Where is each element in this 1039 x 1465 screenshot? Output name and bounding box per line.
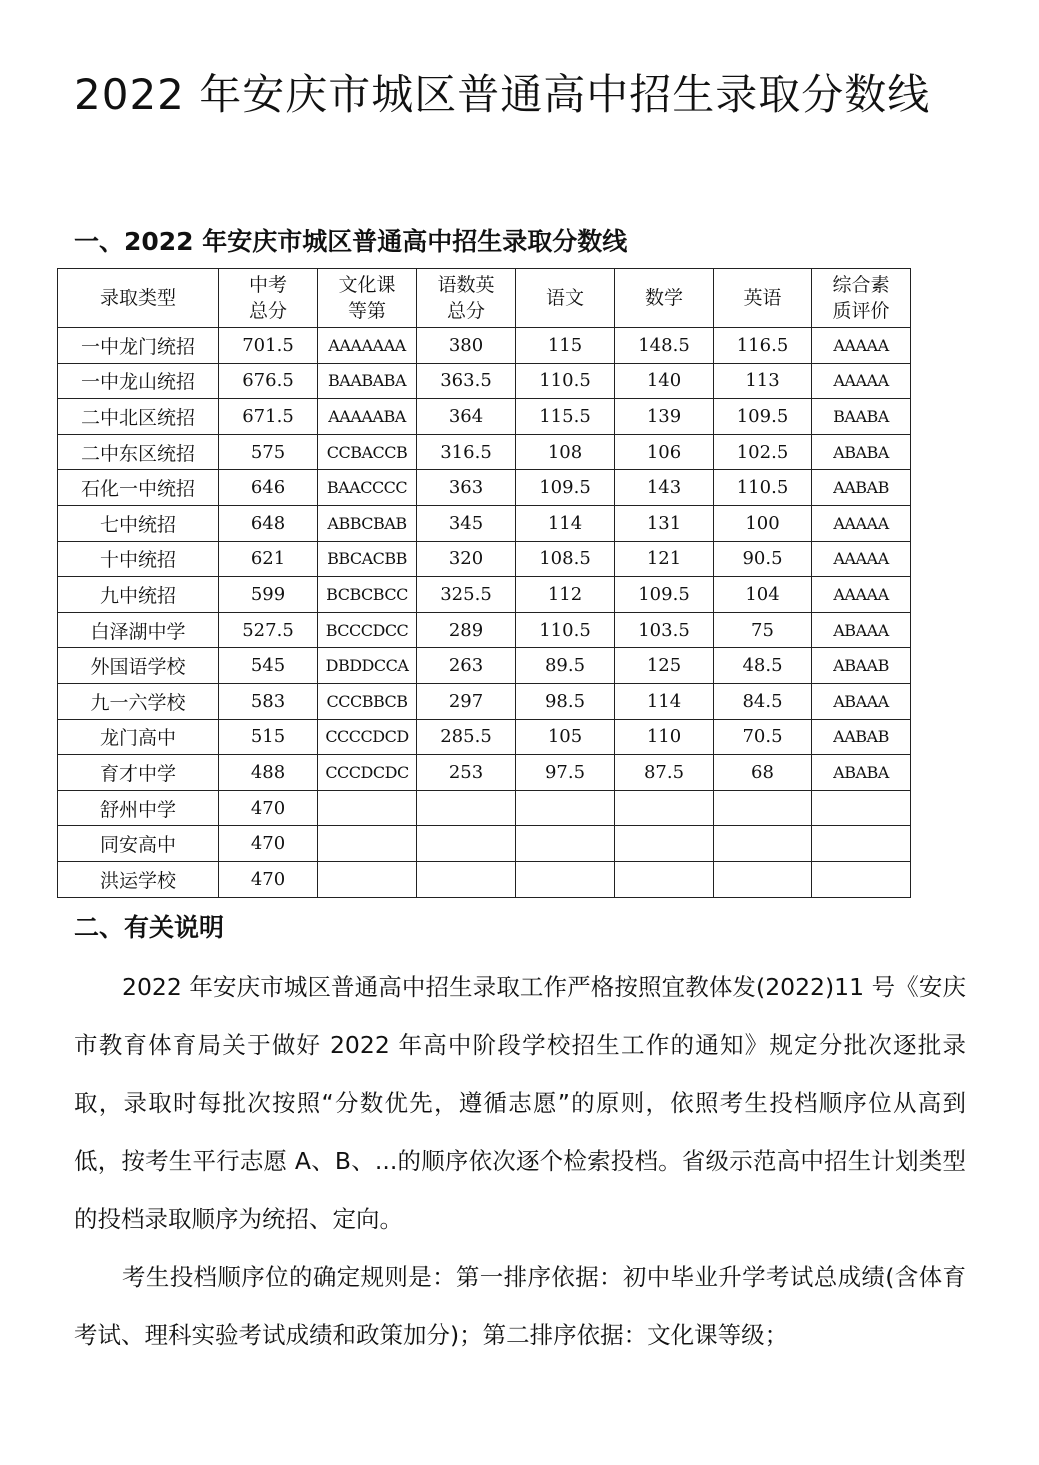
culture-grade-cell: BCCCDCC [318, 612, 417, 648]
column-header-line: 录取类型 [99, 287, 176, 309]
comprehensive-evaluation-cell: ABAAB [812, 648, 911, 684]
culture-grade-cell: BCBCBCC [318, 577, 417, 613]
math-score-cell: 131 [615, 505, 714, 541]
culture-grade-cell: CCCCDCD [318, 719, 417, 755]
total-score-cell: 646 [219, 470, 318, 506]
admission-type-cell: 二中东区统招 [58, 434, 219, 470]
comprehensive-evaluation-cell [812, 826, 911, 862]
total-score-cell: 583 [219, 683, 318, 719]
column-header [318, 269, 417, 328]
total-score-cell: 515 [219, 719, 318, 755]
chinese-score-cell: 110.5 [516, 612, 615, 648]
chinese-score-cell: 109.5 [516, 470, 615, 506]
comprehensive-evaluation-cell: AABAB [812, 470, 911, 506]
total-score-cell: 599 [219, 577, 318, 613]
comprehensive-evaluation-cell: AAAAA [812, 328, 911, 364]
admission-type-cell: 二中北区统招 [58, 399, 219, 435]
column-header-line: 文化课 [338, 274, 396, 296]
table-row [58, 790, 911, 826]
english-score-cell: 68 [714, 755, 812, 791]
column-header [516, 269, 615, 328]
english-score-cell [714, 861, 812, 897]
math-score-cell: 114 [615, 683, 714, 719]
culture-grade-cell: CCCBBCB [318, 683, 417, 719]
math-score-cell: 125 [615, 648, 714, 684]
math-score-cell: 109.5 [615, 577, 714, 613]
core-subjects-total-cell: 363.5 [417, 363, 516, 399]
math-score-cell: 87.5 [615, 755, 714, 791]
math-score-cell [615, 861, 714, 897]
english-score-cell [714, 826, 812, 862]
table-row [58, 505, 911, 541]
english-score-cell: 116.5 [714, 328, 812, 364]
column-header-line: 中考 [248, 274, 287, 296]
total-score-cell: 470 [219, 826, 318, 862]
table-row [58, 328, 911, 364]
column-header-line: 等第 [347, 300, 386, 322]
chinese-score-cell: 112 [516, 577, 615, 613]
admission-type-cell: 舒州中学 [58, 790, 219, 826]
table-row [58, 470, 911, 506]
admission-score-table [57, 268, 911, 898]
notes-paragraph: 2022 年安庆市城区普通高中招生录取工作严格按照宜教体发(2022)11 号《安庆市教育体育局关于做好 2022 年高中阶段学校招生工作的通知》规定分批次逐批录取，录取时每批次按照“分数优先，遵循志愿”的原则，依照考生投档顺序位从高到低，按考生平行志愿 A、B、...的顺序依次逐个检索投档。省级示范高中招生计划类型的投档录取顺序为统招、定向。 [74, 973, 966, 1233]
column-header-line: 数学 [644, 287, 683, 309]
comprehensive-evaluation-cell: ABABA [812, 755, 911, 791]
chinese-score-cell [516, 790, 615, 826]
math-score-cell: 121 [615, 541, 714, 577]
admission-type-cell: 九中统招 [58, 577, 219, 613]
comprehensive-evaluation-cell: ABAAA [812, 612, 911, 648]
total-score-cell: 470 [219, 790, 318, 826]
comprehensive-evaluation-cell: AAAAA [812, 505, 911, 541]
core-subjects-total-cell: 316.5 [417, 434, 516, 470]
comprehensive-evaluation-cell [812, 790, 911, 826]
column-header-line: 英语 [743, 287, 782, 309]
core-subjects-total-cell: 253 [417, 755, 516, 791]
english-score-cell: 48.5 [714, 648, 812, 684]
table-row [58, 648, 911, 684]
comprehensive-evaluation-cell: ABABA [812, 434, 911, 470]
chinese-score-cell: 105 [516, 719, 615, 755]
culture-grade-cell: CCCDCDC [318, 755, 417, 791]
section-heading-scores: 一、2022 年安庆市城区普通高中招生录取分数线 [74, 227, 628, 256]
admission-type-cell: 龙门高中 [58, 719, 219, 755]
total-score-cell: 648 [219, 505, 318, 541]
english-score-cell: 100 [714, 505, 812, 541]
chinese-score-cell [516, 861, 615, 897]
math-score-cell: 140 [615, 363, 714, 399]
math-score-cell: 143 [615, 470, 714, 506]
admission-type-cell: 九一六学校 [58, 683, 219, 719]
column-header-line: 综合素 [832, 274, 890, 296]
culture-grade-cell: AAAAAAA [318, 328, 417, 364]
culture-grade-cell: CCBACCB [318, 434, 417, 470]
admission-type-cell: 十中统招 [58, 541, 219, 577]
culture-grade-cell [318, 790, 417, 826]
table-row [58, 577, 911, 613]
admission-type-cell: 外国语学校 [58, 648, 219, 684]
table-row [58, 434, 911, 470]
total-score-cell: 488 [219, 755, 318, 791]
column-header [714, 269, 812, 328]
chinese-score-cell [516, 826, 615, 862]
total-score-cell: 545 [219, 648, 318, 684]
comprehensive-evaluation-cell: AABAB [812, 719, 911, 755]
column-header-line: 语数英 [437, 274, 495, 296]
english-score-cell: 70.5 [714, 719, 812, 755]
english-score-cell [714, 790, 812, 826]
core-subjects-total-cell: 297 [417, 683, 516, 719]
english-score-cell: 84.5 [714, 683, 812, 719]
culture-grade-cell: BAACCCC [318, 470, 417, 506]
comprehensive-evaluation-cell: AAAAA [812, 363, 911, 399]
chinese-score-cell: 114 [516, 505, 615, 541]
comprehensive-evaluation-cell: AAAAA [812, 541, 911, 577]
core-subjects-total-cell: 285.5 [417, 719, 516, 755]
culture-grade-cell: BBCACBB [318, 541, 417, 577]
total-score-cell: 701.5 [219, 328, 318, 364]
math-score-cell: 139 [615, 399, 714, 435]
core-subjects-total-cell [417, 861, 516, 897]
core-subjects-total-cell: 289 [417, 612, 516, 648]
column-header [615, 269, 714, 328]
table-body [58, 328, 911, 898]
core-subjects-total-cell: 325.5 [417, 577, 516, 613]
total-score-cell: 527.5 [219, 612, 318, 648]
chinese-score-cell: 98.5 [516, 683, 615, 719]
table-row [58, 719, 911, 755]
math-score-cell: 148.5 [615, 328, 714, 364]
total-score-cell: 676.5 [219, 363, 318, 399]
english-score-cell: 113 [714, 363, 812, 399]
notes-paragraph: 考生投档顺序位的确定规则是：第一排序依据：初中毕业升学考试总成绩(含体育考试、理科实验考试成绩和政策加分)；第二排序依据：文化课等级； [74, 1263, 966, 1349]
chinese-score-cell: 108.5 [516, 541, 615, 577]
chinese-score-cell: 115.5 [516, 399, 615, 435]
core-subjects-total-cell [417, 826, 516, 862]
culture-grade-cell: BAABABA [318, 363, 417, 399]
admission-type-cell: 石化一中统招 [58, 470, 219, 506]
total-score-cell: 470 [219, 861, 318, 897]
math-score-cell: 110 [615, 719, 714, 755]
english-score-cell: 110.5 [714, 470, 812, 506]
culture-grade-cell: ABBCBAB [318, 505, 417, 541]
column-header-line: 总分 [248, 300, 287, 322]
column-header-line: 总分 [446, 300, 485, 322]
english-score-cell: 102.5 [714, 434, 812, 470]
math-score-cell [615, 826, 714, 862]
total-score-cell: 671.5 [219, 399, 318, 435]
math-score-cell: 106 [615, 434, 714, 470]
admission-type-cell: 育才中学 [58, 755, 219, 791]
english-score-cell: 109.5 [714, 399, 812, 435]
core-subjects-total-cell: 380 [417, 328, 516, 364]
column-header [417, 269, 516, 328]
table-row [58, 861, 911, 897]
admission-type-cell: 同安高中 [58, 826, 219, 862]
admission-type-cell: 白泽湖中学 [58, 612, 219, 648]
core-subjects-total-cell: 320 [417, 541, 516, 577]
table-row [58, 755, 911, 791]
column-header [219, 269, 318, 328]
chinese-score-cell: 108 [516, 434, 615, 470]
comprehensive-evaluation-cell: ABAAA [812, 683, 911, 719]
core-subjects-total-cell: 345 [417, 505, 516, 541]
comprehensive-evaluation-cell: AAAAA [812, 577, 911, 613]
culture-grade-cell [318, 826, 417, 862]
column-header [58, 269, 219, 328]
comprehensive-evaluation-cell [812, 861, 911, 897]
culture-grade-cell [318, 861, 417, 897]
core-subjects-total-cell: 364 [417, 399, 516, 435]
comprehensive-evaluation-cell: BAABA [812, 399, 911, 435]
chinese-score-cell: 97.5 [516, 755, 615, 791]
core-subjects-total-cell: 263 [417, 648, 516, 684]
table-header-row [58, 269, 911, 328]
table-row [58, 399, 911, 435]
table-row [58, 612, 911, 648]
chinese-score-cell: 110.5 [516, 363, 615, 399]
column-header-line: 语文 [545, 287, 584, 309]
admission-type-cell: 一中龙门统招 [58, 328, 219, 364]
column-header-line: 质评价 [832, 300, 890, 322]
total-score-cell: 575 [219, 434, 318, 470]
admission-type-cell: 洪运学校 [58, 861, 219, 897]
math-score-cell [615, 790, 714, 826]
english-score-cell: 90.5 [714, 541, 812, 577]
section-heading-notes: 二、有关说明 [74, 913, 225, 942]
table-row [58, 826, 911, 862]
core-subjects-total-cell: 363 [417, 470, 516, 506]
chinese-score-cell: 89.5 [516, 648, 615, 684]
culture-grade-cell: DBDDCCA [318, 648, 417, 684]
math-score-cell: 103.5 [615, 612, 714, 648]
column-header [812, 269, 911, 328]
page-title: 2022 年安庆市城区普通高中招生录取分数线 [74, 70, 931, 119]
table-row [58, 363, 911, 399]
chinese-score-cell: 115 [516, 328, 615, 364]
table-row [58, 683, 911, 719]
core-subjects-total-cell [417, 790, 516, 826]
total-score-cell: 621 [219, 541, 318, 577]
english-score-cell: 104 [714, 577, 812, 613]
culture-grade-cell: AAAAABA [318, 399, 417, 435]
admission-type-cell: 七中统招 [58, 505, 219, 541]
admission-type-cell: 一中龙山统招 [58, 363, 219, 399]
english-score-cell: 75 [714, 612, 812, 648]
table-row [58, 541, 911, 577]
